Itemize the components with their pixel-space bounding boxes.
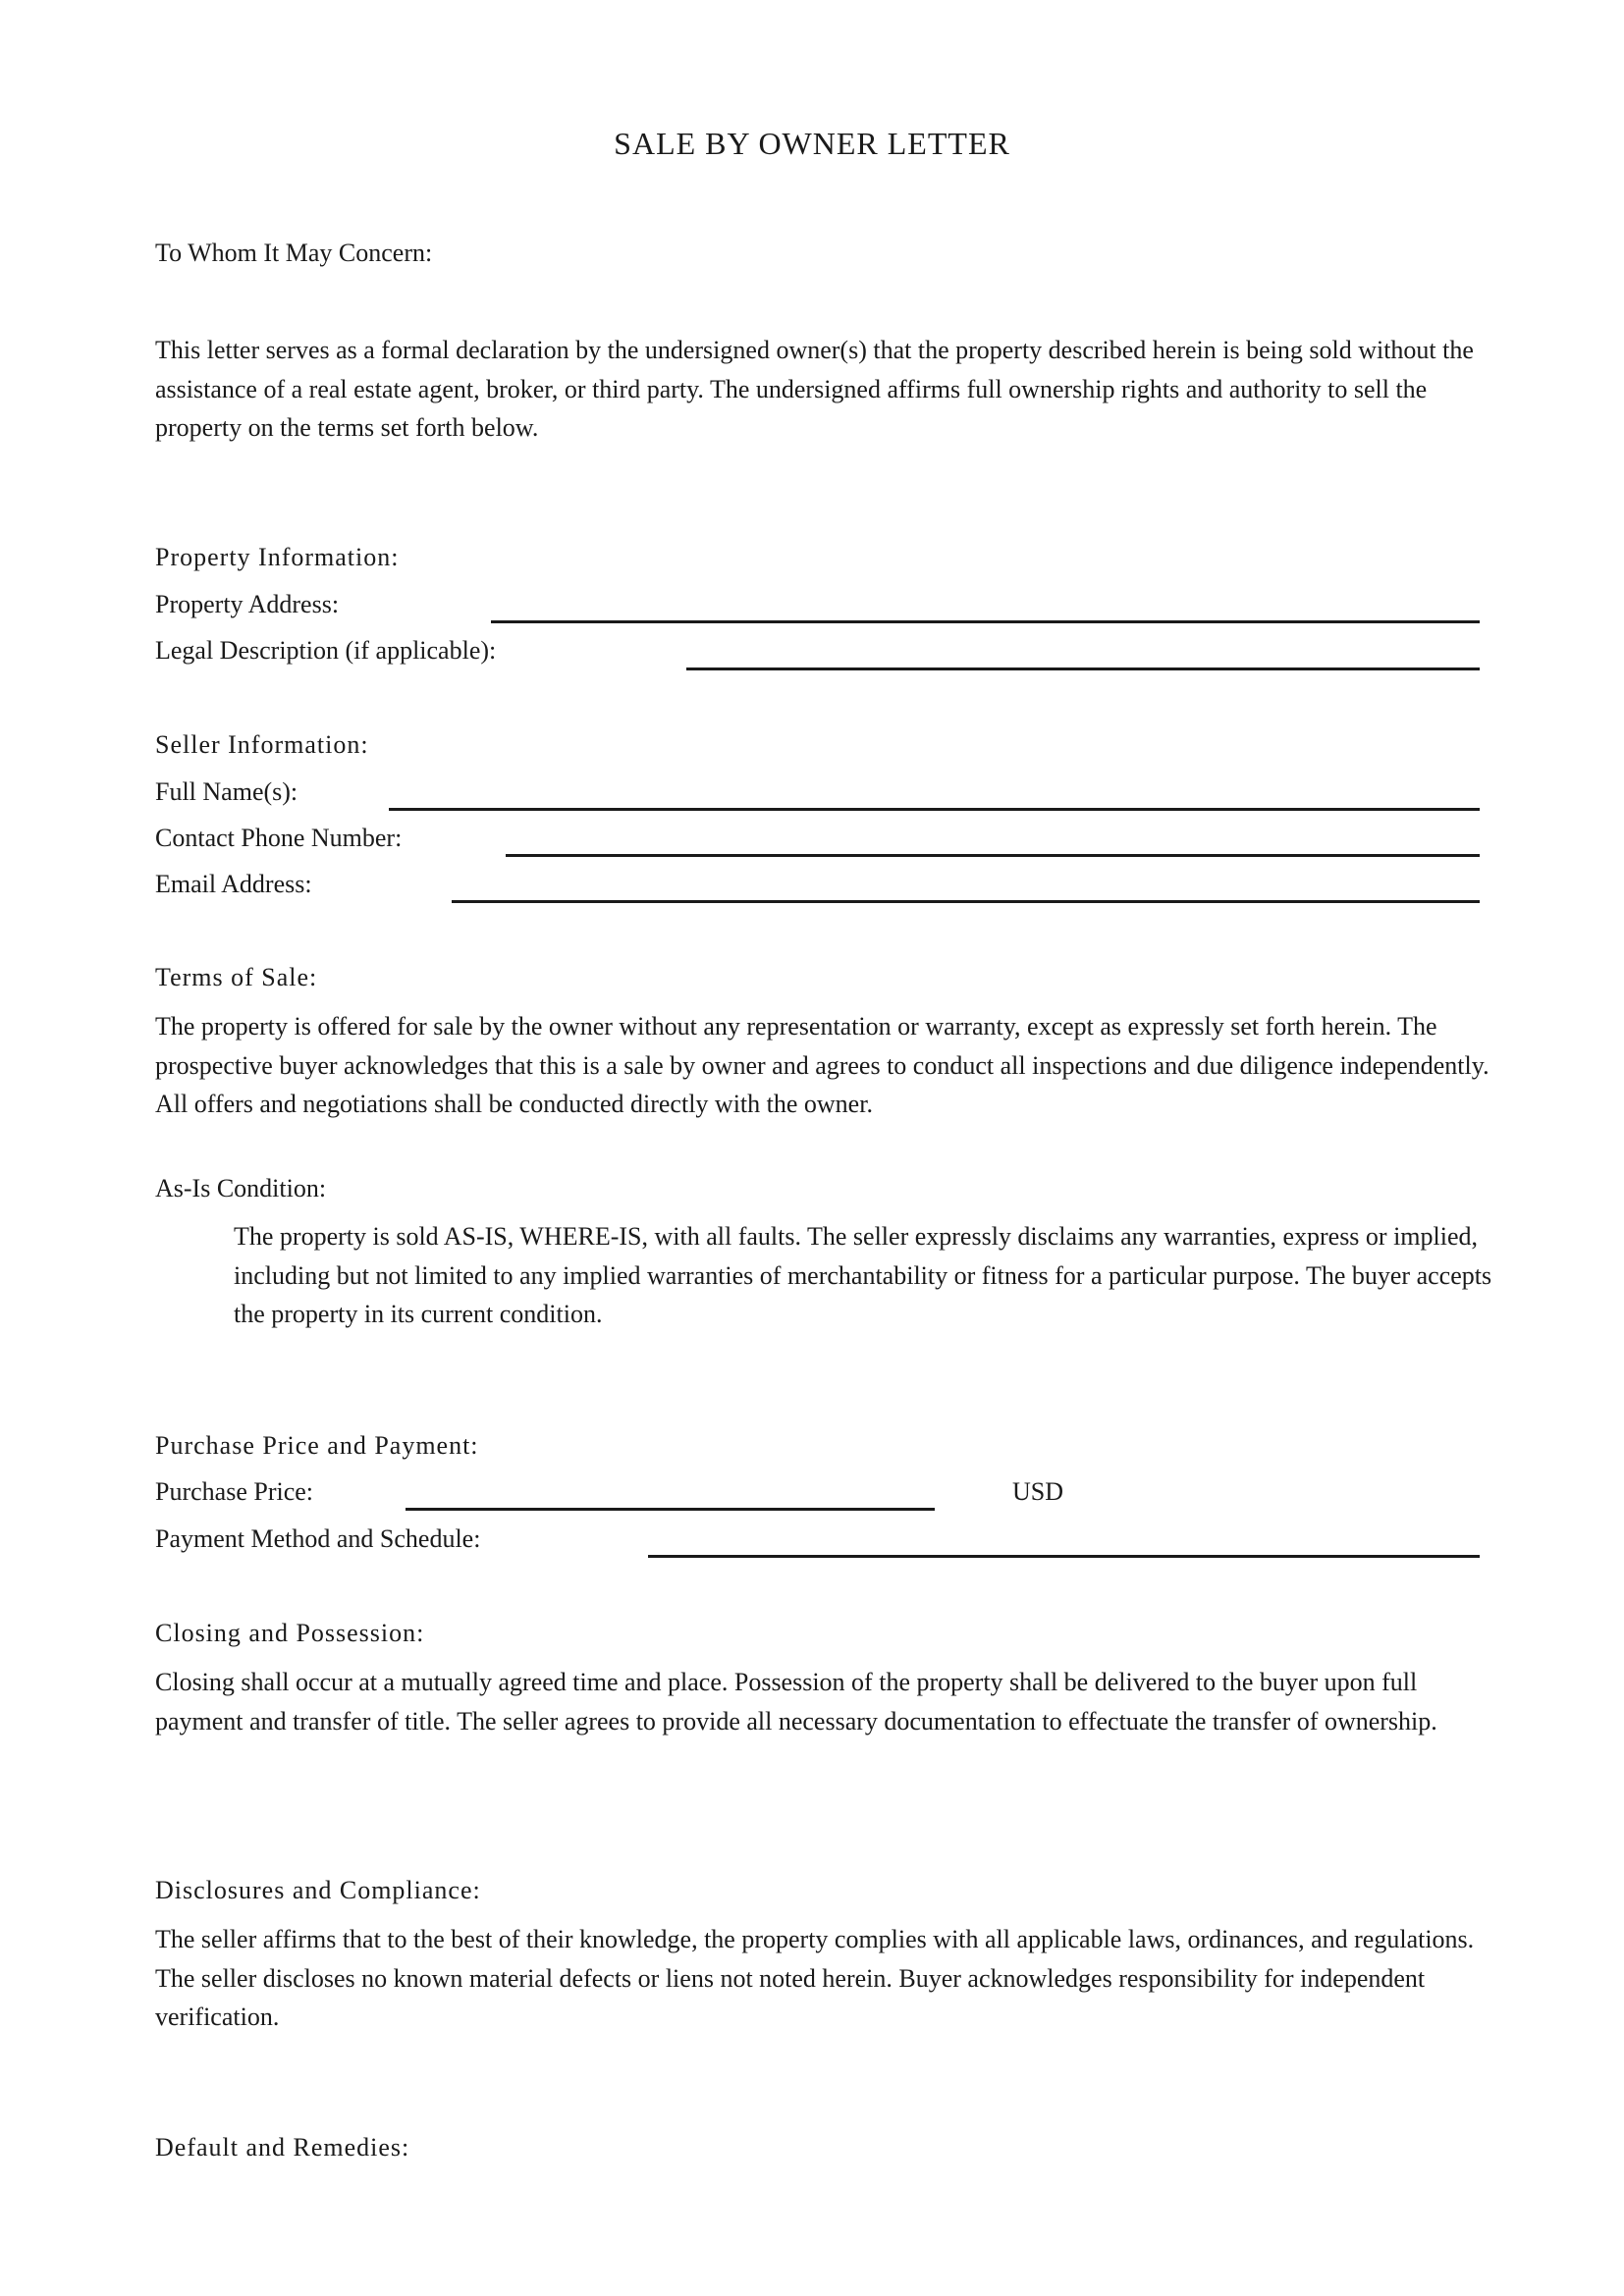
contact-phone-label: Contact Phone Number: bbox=[155, 824, 403, 852]
property-address-field[interactable] bbox=[491, 620, 1480, 623]
full-name-field[interactable] bbox=[389, 808, 1480, 811]
email-address-field[interactable] bbox=[452, 900, 1480, 903]
terms-paragraph: The property is offered for sale by the owner without any representation or warranty, except as expressly set forth herein. The prospective buyer acknowledges that this is a sale by owner and agrees to conduct all inspections and due diligence independently. All offers and negotiations shall be conducted directly with the owner. bbox=[155, 1012, 1489, 1118]
closing-paragraph: Closing shall occur at a mutually agreed time and place. Possession of the property shall be delivered to the buyer upon full payment and transfer of title. The seller agrees to provide all necessary documentation to effectuate the transfer of ownership. bbox=[155, 1668, 1437, 1735]
document-title: SALE BY OWNER LETTER bbox=[614, 126, 1010, 161]
full-name-label: Full Name(s): bbox=[155, 777, 298, 806]
legal-description-label: Legal Description (if applicable): bbox=[155, 636, 497, 665]
purchase-price-field[interactable] bbox=[406, 1508, 935, 1511]
disclosures-paragraph: The seller affirms that to the best of their knowledge, the property complies with all applicable laws, ordinances, and regulations. The seller discloses no known material defects or liens not noted herein. Buyer acknowledges responsibility for independent verification. bbox=[155, 1925, 1475, 2031]
disclosures-heading: Disclosures and Compliance: bbox=[155, 1876, 481, 1904]
contact-phone-field[interactable] bbox=[506, 854, 1480, 857]
as-is-heading: As-Is Condition: bbox=[155, 1174, 327, 1202]
terms-heading: Terms of Sale: bbox=[155, 963, 318, 991]
email-address-label: Email Address: bbox=[155, 870, 312, 898]
property-address-label: Property Address: bbox=[155, 590, 340, 618]
salutation: To Whom It May Concern: bbox=[155, 239, 433, 267]
legal-description-field[interactable] bbox=[686, 667, 1480, 670]
closing-heading: Closing and Possession: bbox=[155, 1619, 425, 1647]
payment-method-label: Payment Method and Schedule: bbox=[155, 1524, 481, 1553]
seller-info-heading: Seller Information: bbox=[155, 730, 369, 759]
purchase-heading: Purchase Price and Payment: bbox=[155, 1431, 479, 1460]
property-info-heading: Property Information: bbox=[155, 543, 400, 571]
intro-paragraph: This letter serves as a formal declaration by the undersigned owner(s) that the property described herein is being sold without the assistance of a real estate agent, broker, or third party. The undersigned affirms full ownership rights and authority to sell the property on the terms set forth below. bbox=[155, 336, 1474, 442]
payment-method-field[interactable] bbox=[648, 1555, 1480, 1558]
default-heading: Default and Remedies: bbox=[155, 2133, 410, 2162]
as-is-paragraph: The property is sold AS-IS, WHERE-IS, with all faults. The seller expressly disclaims any warranties, express or implied, including but not limited to any implied warranties of merchantability or fitness for a particular purpose. The buyer accepts the property in its current condition. bbox=[234, 1222, 1492, 1328]
currency-label: USD bbox=[1012, 1477, 1064, 1506]
purchase-price-label: Purchase Price: bbox=[155, 1477, 314, 1506]
